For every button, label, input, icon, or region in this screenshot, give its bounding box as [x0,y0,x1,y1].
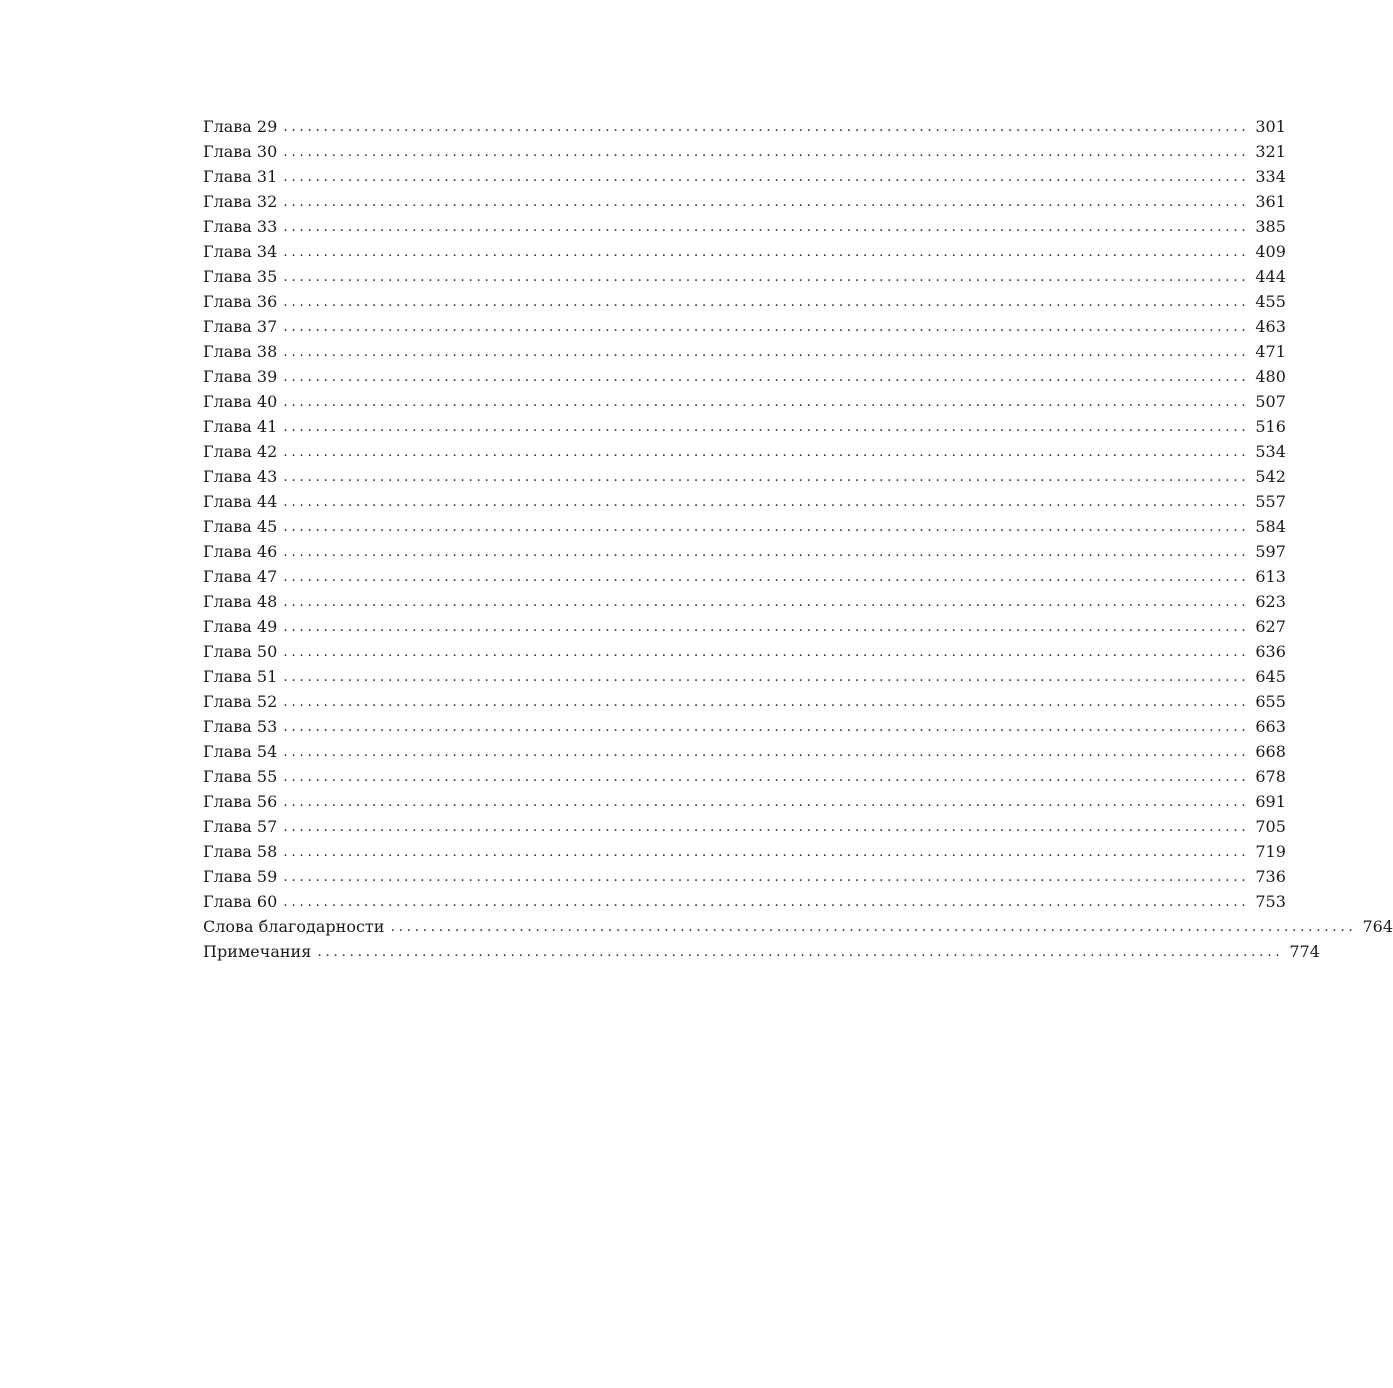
toc-entry-title: Глава 53 [203,717,278,736]
dot-leader: ........................................................................................................................ [283,293,1250,310]
toc-entry-page: 764 [1362,917,1393,936]
toc-entry-page: 645 [1255,667,1286,686]
toc-entry-title: Глава 42 [203,442,278,461]
toc-entry [203,289,1286,314]
toc-entry [203,739,1286,764]
toc-entry-title: Глава 29 [203,117,278,136]
dot-leader: ........................................................................................................................ [283,668,1250,685]
toc-entry-page: 663 [1255,717,1286,736]
toc-entry-page: 613 [1255,567,1286,586]
dot-leader: ........................................................................................................................ [283,893,1250,910]
dot-leader: ........................................................................................................................ [283,268,1250,285]
toc-entry [203,864,1286,889]
toc-entry [203,339,1286,364]
dot-leader: ........................................................................................................................ [283,693,1250,710]
dot-leader: ........................................................................................................................ [283,793,1250,810]
toc-entry-title: Глава 34 [203,242,278,261]
toc-entry-title: Глава 55 [203,767,278,786]
dot-leader: ........................................................................................................................ [283,143,1250,160]
toc-entry [203,664,1286,689]
toc-entry-page: 705 [1255,817,1286,836]
dot-leader: ........................................................................................................................ [283,568,1250,585]
toc-entry-title: Глава 44 [203,492,278,511]
toc-entry-page: 736 [1255,867,1286,886]
toc-entry [203,239,1286,264]
toc-entry-title: Глава 39 [203,367,278,386]
toc-entry-title: Глава 47 [203,567,278,586]
toc-entry-page: 463 [1255,317,1286,336]
toc-entry-title: Глава 46 [203,542,278,561]
toc-entry [203,764,1286,789]
toc-entry-page: 542 [1255,467,1286,486]
toc-entry [203,514,1286,539]
toc-entry-title: Глава 58 [203,842,278,861]
toc-entry-title: Глава 33 [203,217,278,236]
toc-entry-title: Глава 43 [203,467,278,486]
dot-leader: ........................................................................................................................ [283,618,1250,635]
dot-leader: ........................................................................................................................ [283,643,1250,660]
dot-leader: ........................................................................................................................ [283,193,1250,210]
toc-entry-title: Глава 54 [203,742,278,761]
toc-entry [203,914,1393,939]
toc-entry [203,114,1286,139]
dot-leader: ........................................................................................................................ [283,718,1250,735]
toc-entry-title: Глава 35 [203,267,278,286]
dot-leader: ........................................................................................................................ [283,593,1250,610]
toc-entry [203,814,1286,839]
dot-leader: ........................................................................................................................ [283,518,1250,535]
toc-entry [203,714,1286,739]
dot-leader: ........................................................................................................................ [283,118,1250,135]
dot-leader: ........................................................................................................................ [283,543,1250,560]
toc-entry-page: 334 [1255,167,1286,186]
toc-entry-title: Глава 40 [203,392,278,411]
toc-entry-page: 480 [1255,367,1286,386]
toc-entry [203,364,1286,389]
toc-entry [203,464,1286,489]
toc-entry-page: 455 [1255,292,1286,311]
dot-leader: ........................................................................................................................ [283,243,1250,260]
toc-entry-page: 534 [1255,442,1286,461]
toc-entry-title: Глава 60 [203,892,278,911]
toc-entry-title: Глава 38 [203,342,278,361]
toc-entry-page: 668 [1255,742,1286,761]
toc-entry [203,614,1286,639]
toc-entry-title: Глава 56 [203,792,278,811]
dot-leader: ........................................................................................................................ [317,943,1284,960]
dot-leader: ........................................................................................................................ [283,743,1250,760]
toc-entry [203,189,1286,214]
dot-leader: ........................................................................................................................ [283,843,1250,860]
toc-entry [203,314,1286,339]
dot-leader: ........................................................................................................................ [390,918,1357,935]
toc-entry-page: 471 [1255,342,1286,361]
dot-leader: ........................................................................................................................ [283,768,1250,785]
toc-entry-title: Глава 49 [203,617,278,636]
toc-entry-title: Глава 45 [203,517,278,536]
toc-entry-title: Глава 51 [203,667,278,686]
dot-leader: ........................................................................................................................ [283,868,1250,885]
toc-entry-page: 678 [1255,767,1286,786]
toc-entry-title: Глава 36 [203,292,278,311]
toc-entry [203,789,1286,814]
toc-entry [203,639,1286,664]
toc-entry [203,839,1286,864]
toc-entry [203,164,1286,189]
toc-entry-title: Глава 37 [203,317,278,336]
toc-entry-page: 655 [1255,692,1286,711]
dot-leader: ........................................................................................................................ [283,493,1250,510]
toc-entry [203,589,1286,614]
dot-leader: ........................................................................................................................ [283,168,1250,185]
toc-entry [203,264,1286,289]
toc-entry-page: 385 [1255,217,1286,236]
dot-leader: ........................................................................................................................ [283,443,1250,460]
toc-entry-page: 691 [1255,792,1286,811]
toc-entry-page: 774 [1289,942,1320,961]
dot-leader: ........................................................................................................................ [283,393,1250,410]
toc-entry-title: Слова благодарности [203,917,385,936]
toc-entry-page: 557 [1255,492,1286,511]
toc-entry-title: Глава 50 [203,642,278,661]
dot-leader: ........................................................................................................................ [283,418,1250,435]
toc-entry [203,139,1286,164]
toc-entry-page: 584 [1255,517,1286,536]
table-of-contents [203,114,1393,964]
toc-entry [203,689,1286,714]
toc-entry-title: Глава 41 [203,417,278,436]
toc-entry-title: Глава 48 [203,592,278,611]
toc-entry-page: 753 [1255,892,1286,911]
toc-entry [203,389,1286,414]
toc-entry-page: 516 [1255,417,1286,436]
dot-leader: ........................................................................................................................ [283,818,1250,835]
toc-entry-page: 444 [1255,267,1286,286]
toc-entry-page: 361 [1255,192,1286,211]
toc-entry-title: Глава 30 [203,142,278,161]
toc-entry-page: 623 [1255,592,1286,611]
toc-entry [203,539,1286,564]
toc-entry-title: Глава 59 [203,867,278,886]
toc-entry-page: 409 [1255,242,1286,261]
dot-leader: ........................................................................................................................ [283,218,1250,235]
toc-entry-page: 321 [1255,142,1286,161]
toc-entry [203,414,1286,439]
toc-entry-page: 507 [1255,392,1286,411]
toc-entry-page: 719 [1255,842,1286,861]
toc-entry-title: Глава 32 [203,192,278,211]
toc-entry-page: 301 [1255,117,1286,136]
toc-entry-page: 636 [1255,642,1286,661]
toc-entry-title: Глава 52 [203,692,278,711]
toc-entry [203,889,1286,914]
toc-entry [203,564,1286,589]
dot-leader: ........................................................................................................................ [283,318,1250,335]
dot-leader: ........................................................................................................................ [283,343,1250,360]
dot-leader: ........................................................................................................................ [283,468,1250,485]
toc-entry-page: 627 [1255,617,1286,636]
toc-entry-title: Глава 31 [203,167,278,186]
toc-entry-title: Глава 57 [203,817,278,836]
toc-entry [203,489,1286,514]
toc-entry-title: Примечания [203,942,312,961]
toc-entry-page: 597 [1255,542,1286,561]
toc-entry [203,439,1286,464]
toc-entry [203,214,1286,239]
toc-entry [203,939,1320,964]
dot-leader: ........................................................................................................................ [283,368,1250,385]
